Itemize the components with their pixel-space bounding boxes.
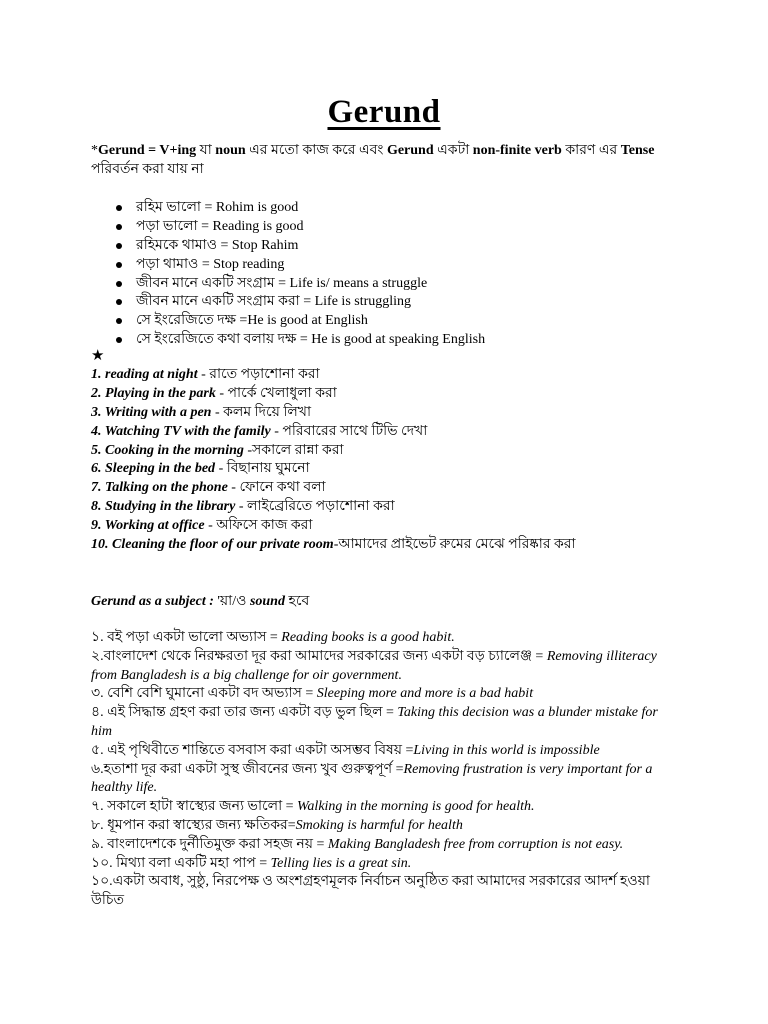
example-item — [91, 366, 576, 385]
subject-item — [91, 648, 681, 686]
subject-english: Living in this world is impossible — [413, 742, 600, 758]
example-bangla: - অফিসে কাজ করা — [204, 518, 313, 534]
intro-text: এর মতো কাজ করে এবং — [245, 143, 387, 158]
subject-item — [91, 873, 681, 911]
intro-text: যা — [196, 143, 216, 158]
bullet-item: রহিমকে থামাও = Stop Rahim — [116, 237, 485, 256]
subject-item — [91, 855, 681, 874]
intro-text: Gerund = V+ing — [98, 143, 197, 158]
intro-text: non-finite verb — [472, 143, 562, 158]
example-english: 3. Writing with a pen — [91, 404, 212, 420]
example-english: 5. Cooking in the morning — [91, 442, 244, 458]
example-item — [91, 498, 576, 517]
example-list — [91, 366, 576, 555]
subject-item — [91, 685, 681, 704]
subject-bangla: ৬.হতাশা দূর করা একটা সুস্থ জীবনের জন্য খুব গুরুত্বপূর্ণ = — [91, 761, 404, 777]
example-bangla: - পরিবারের সাথে টিভি দেখা — [270, 423, 428, 439]
bullet-item: জীবন মানে একটি সংগ্রাম = Life is/ means a struggle — [116, 275, 485, 294]
example-bangla: - ফোনে কথা বলা — [227, 480, 326, 496]
bullet-item: জীবন মানে একটি সংগ্রাম করা = Life is struggling — [116, 293, 485, 312]
bullet-item: সে ইংরেজিতে দক্ষ =He is good at English — [116, 312, 485, 331]
example-bangla: -আমাদের প্রাইভেট রুমের মেঝে পরিষ্কার করা — [333, 537, 576, 553]
subject-bangla: ৩. বেশি বেশি ঘুমানো একটা বদ অভ্যাস = — [91, 686, 317, 702]
subject-english: Reading books is a good habit. — [281, 630, 455, 645]
example-bangla: - কলম দিয়ে লিখা — [211, 404, 312, 420]
example-item — [91, 479, 576, 498]
intro-text: একটা — [433, 143, 473, 158]
subject-english: Smoking is harmful for health — [295, 817, 463, 833]
intro-text: noun — [215, 143, 246, 158]
subject-bangla: ৭. সকালে হাটা স্বাস্থ্যের জন্য ভালো = — [91, 799, 298, 815]
subject-bangla: ১. বই পড়া একটা ভালো অভ্যাস = — [91, 630, 282, 645]
subject-bangla: ৯. বাংলাদেশকে দুর্নীতিমুক্ত করা সহজ নয় = — [91, 836, 328, 852]
intro-text: Tense — [620, 143, 655, 158]
example-english: 1. reading at night — [91, 367, 198, 382]
example-bangla: -সকালে রান্না করা — [243, 442, 344, 458]
subject-bangla: ১০.একটা অবাধ, সুষ্ঠু, নিরপেক্ষ ও অংশগ্রহণমূলক নির্বাচন অনুষ্ঠিত করা আমাদের সরকারের আদর্শ হওয়া উচিত — [91, 874, 650, 909]
section-heading — [91, 592, 309, 611]
bullet-item: সে ইংরেজিতে কথা বলায় দক্ষ = He is good at speaking English — [116, 331, 485, 350]
subject-item — [91, 817, 681, 836]
example-english: 2. Playing in the park — [91, 385, 216, 401]
example-english: 4. Watching TV with the family — [91, 423, 271, 439]
heading-english: sound — [249, 594, 285, 609]
subject-bangla: ১০. মিথ্যা বলা একটি মহা পাপ = — [91, 855, 271, 871]
example-item — [91, 404, 576, 423]
example-item — [91, 536, 576, 555]
bullet-list — [116, 199, 485, 350]
example-english: 9. Working at office — [91, 518, 205, 534]
subject-item — [91, 798, 681, 817]
star-icon: ★ — [91, 348, 105, 364]
example-item — [91, 423, 576, 442]
intro-text: Gerund — [386, 143, 434, 158]
example-item — [91, 385, 576, 404]
example-english: 7. Talking on the phone — [91, 480, 228, 496]
subject-item — [91, 742, 681, 761]
example-item — [91, 442, 576, 461]
subject-bangla: ৫. এই পৃথিবীতে শান্তিতে বসবাস করা একটা অসম্ভব বিষয় = — [91, 742, 414, 758]
example-english: 10. Cleaning the floor of our private room — [91, 537, 334, 553]
subject-english: Walking in the morning is good for health. — [297, 799, 535, 815]
subject-english: Sleeping more and more is a bad habit — [316, 686, 534, 702]
intro-text: * — [91, 143, 98, 158]
bullet-item: পড়া ভালো = Reading is good — [116, 218, 485, 237]
subject-english: Making Bangladesh free from corruption is not easy. — [327, 836, 624, 852]
subject-bangla: ২.বাংলাদেশ থেকে নিরক্ষরতা দূর করা আমাদের সরকারের জন্য একটা বড় চ্যালেঞ্জ = — [91, 648, 547, 664]
subject-item — [91, 704, 681, 742]
example-bangla: - বিছানায় ঘুমনো — [215, 461, 310, 477]
heading-bangla: 'য়া/ও — [217, 594, 250, 609]
intro-text: পরিবর্তন করা যায় না — [91, 162, 204, 177]
example-bangla: - লাইব্রেরিতে পড়াশোনা করা — [235, 499, 395, 515]
subject-english: Removing illiteracy from Bangladesh is a big challenge for oir government. — [91, 648, 657, 683]
subject-example-list — [91, 629, 681, 911]
intro-paragraph — [91, 141, 691, 179]
example-english: 8. Studying in the library — [91, 499, 236, 515]
example-bangla: - পার্কে খেলাধুলা করা — [215, 385, 337, 401]
subject-bangla: ৮. ধূমপান করা স্বাস্থ্যের জন্য ক্ষতিকর= — [91, 817, 296, 833]
subject-english: Taking this decision was a blunder mistake for him — [91, 705, 658, 739]
heading-english: Gerund as a subject : — [91, 594, 218, 609]
page-title: Gerund — [327, 94, 441, 130]
subject-item — [91, 629, 681, 648]
subject-item — [91, 836, 681, 855]
bullet-item: রহিম ভালো = Rohim is good — [116, 199, 485, 218]
subject-bangla: ৪. এই সিদ্ধান্ত গ্রহণ করা তার জন্য একটা বড় ভুল ছিল = — [91, 705, 398, 721]
subject-item — [91, 761, 681, 799]
intro-text: কারণ এর — [561, 143, 621, 158]
example-item — [91, 517, 576, 536]
example-bangla: - রাতে পড়াশোনা করা — [197, 367, 320, 382]
subject-english: Telling lies is a great sin. — [270, 855, 412, 871]
heading-bangla: হবে — [284, 594, 310, 609]
example-item — [91, 460, 576, 479]
example-english: 6. Sleeping in the bed — [91, 461, 216, 477]
subject-english: Removing frustration is very important for a healthy life. — [91, 761, 653, 796]
bullet-item: পড়া থামাও = Stop reading — [116, 256, 485, 275]
